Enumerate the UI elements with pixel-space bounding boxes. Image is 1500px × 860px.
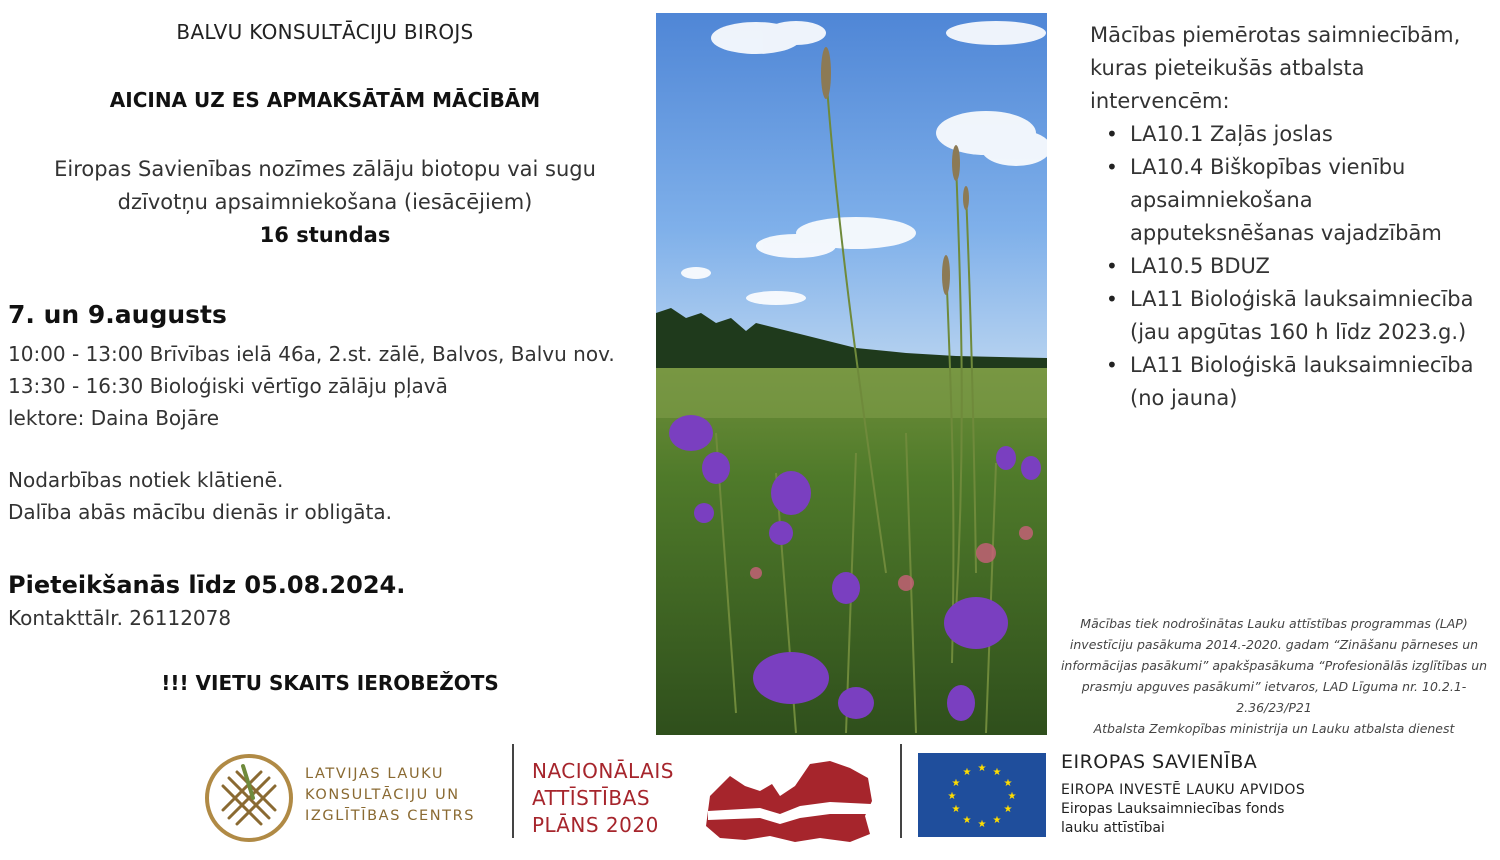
svg-text:★: ★ <box>951 778 961 789</box>
nap-name-line: NACIONĀLAIS <box>532 759 674 783</box>
intro-line: intervencēm: <box>1090 89 1230 113</box>
meadow-photo <box>656 13 1047 735</box>
list-item <box>1130 250 1500 283</box>
schedule-line: 13:30 - 16:30 Bioloģiski vērtīgo zālāju pļavā <box>8 374 448 398</box>
note-line: Nodarbības notiek klātienē. <box>8 468 284 492</box>
svg-text:★: ★ <box>1007 791 1017 802</box>
list-item-line: • LA11 Bioloģiskā lauksaimniecība <box>1130 353 1474 377</box>
svg-text:★: ★ <box>951 804 961 815</box>
meadow-photo-graphic <box>656 13 1047 735</box>
eu-title: EIROPAS SAVIENĪBA <box>1061 751 1258 773</box>
list-item-line: (jau apgūtas 160 h līdz 2023.g.) <box>1130 320 1467 344</box>
svg-text:★: ★ <box>962 815 972 826</box>
intro-line: Mācības piemērotas saimniecībām, <box>1090 23 1461 47</box>
list-item <box>1130 118 1500 151</box>
svg-text:★: ★ <box>962 767 972 778</box>
llkc-logo-icon <box>203 752 295 844</box>
funding-line: prasmju apguves pasākumi” ietvaros, LAD Līguma nr. 10.2.1- <box>1081 679 1467 694</box>
list-item <box>1130 283 1500 349</box>
course-title <box>15 153 635 252</box>
list-item <box>1130 151 1500 250</box>
course-title-line: Eiropas Savienības nozīmes zālāju biotopu vai sugu <box>54 157 596 181</box>
funding-line: 2.36/23/P21 <box>1236 700 1312 715</box>
organizer-title: BALVU KONSULTĀCIJU BIROJS <box>176 20 474 44</box>
svg-text:★: ★ <box>992 815 1002 826</box>
divider <box>900 744 902 838</box>
intro-line: kuras pieteikušās atbalsta <box>1090 56 1365 80</box>
funding-line: informācijas pasākumi” apakšpasākuma “Profesionālās izglītības un <box>1060 658 1488 673</box>
invitation-heading: AICINA UZ ES APMAKSĀTĀM MĀCĪBĀM <box>109 88 541 112</box>
list-item-line: • LA11 Bioloģiskā lauksaimniecība <box>1130 287 1474 311</box>
eu-subtitle <box>1061 781 1305 838</box>
course-hours: 16 stundas <box>259 223 391 247</box>
eu-flag-icon <box>918 753 1046 837</box>
divider <box>512 744 514 838</box>
list-item-line: • LA10.1 Zaļās joslas <box>1130 122 1333 146</box>
contact-phone: Kontakttālr. 26112078 <box>8 606 232 630</box>
latvia-map-icon <box>700 756 875 846</box>
llkc-name-line: IZGLĪTĪBAS CENTRS <box>305 808 476 824</box>
llkc-name-line: LATVIJAS LAUKU <box>305 766 445 782</box>
llkc-name <box>305 764 475 827</box>
list-item-line: apsaimniekošana <box>1130 188 1313 212</box>
svg-text:★: ★ <box>992 767 1002 778</box>
interventions-list <box>1090 118 1500 415</box>
nap-name <box>532 758 674 839</box>
list-item-line: • LA10.4 Biškopības vienību <box>1130 155 1406 179</box>
funding-line: Atbalsta Zemkopības ministrija un Lauku atbalsta dienest <box>1093 721 1455 736</box>
note-line: Dalība abās mācību dienās ir obligāta. <box>8 500 392 524</box>
list-item-line: apputeksnēšanas vajadzībām <box>1130 221 1442 245</box>
lecturer: lektore: Daina Bojāre <box>8 406 220 430</box>
schedule-line: 10:00 - 13:00 Brīvības ielā 46a, 2.st. zālē, Balvos, Balvu nov. <box>8 342 615 366</box>
svg-text:★: ★ <box>977 763 987 774</box>
funding-notice <box>1048 613 1500 739</box>
svg-text:★: ★ <box>1003 804 1013 815</box>
limited-seats-notice: !!! VIETU SKAITS IEROBEŽOTS <box>161 671 499 695</box>
course-dates: 7. un 9.augusts <box>8 300 227 329</box>
eu-subtitle-line: Eiropas Lauksaimniecības fonds <box>1061 801 1285 817</box>
svg-text:★: ★ <box>1003 778 1013 789</box>
registration-deadline: Pieteikšanās līdz 05.08.2024. <box>8 571 406 599</box>
eligibility-intro <box>1090 19 1490 118</box>
funding-line: Mācības tiek nodrošinātas Lauku attīstības programmas (LAP) <box>1080 616 1468 631</box>
nap-name-line: ATTĪSTĪBAS <box>532 786 651 810</box>
schedule <box>8 338 615 434</box>
eu-subtitle-line: EIROPA INVESTĒ LAUKU APVIDOS <box>1061 782 1306 798</box>
svg-text:★: ★ <box>977 819 987 830</box>
eu-subtitle-line: lauku attīstībai <box>1061 820 1165 836</box>
attendance-notes <box>8 464 392 528</box>
list-item <box>1130 349 1500 415</box>
list-item-line: • LA10.5 BDUZ <box>1130 254 1270 278</box>
svg-text:★: ★ <box>947 791 957 802</box>
funding-line: investīciju pasākuma 2014.-2020. gadam “Zināšanu pārneses un <box>1069 637 1479 652</box>
list-item-line: (no jauna) <box>1130 386 1238 410</box>
course-title-line: dzīvotņu apsaimniekošana (iesācējiem) <box>117 190 533 214</box>
nap-name-line: PLĀNS 2020 <box>532 813 659 837</box>
llkc-name-line: KONSULTĀCIJU UN <box>305 787 460 803</box>
